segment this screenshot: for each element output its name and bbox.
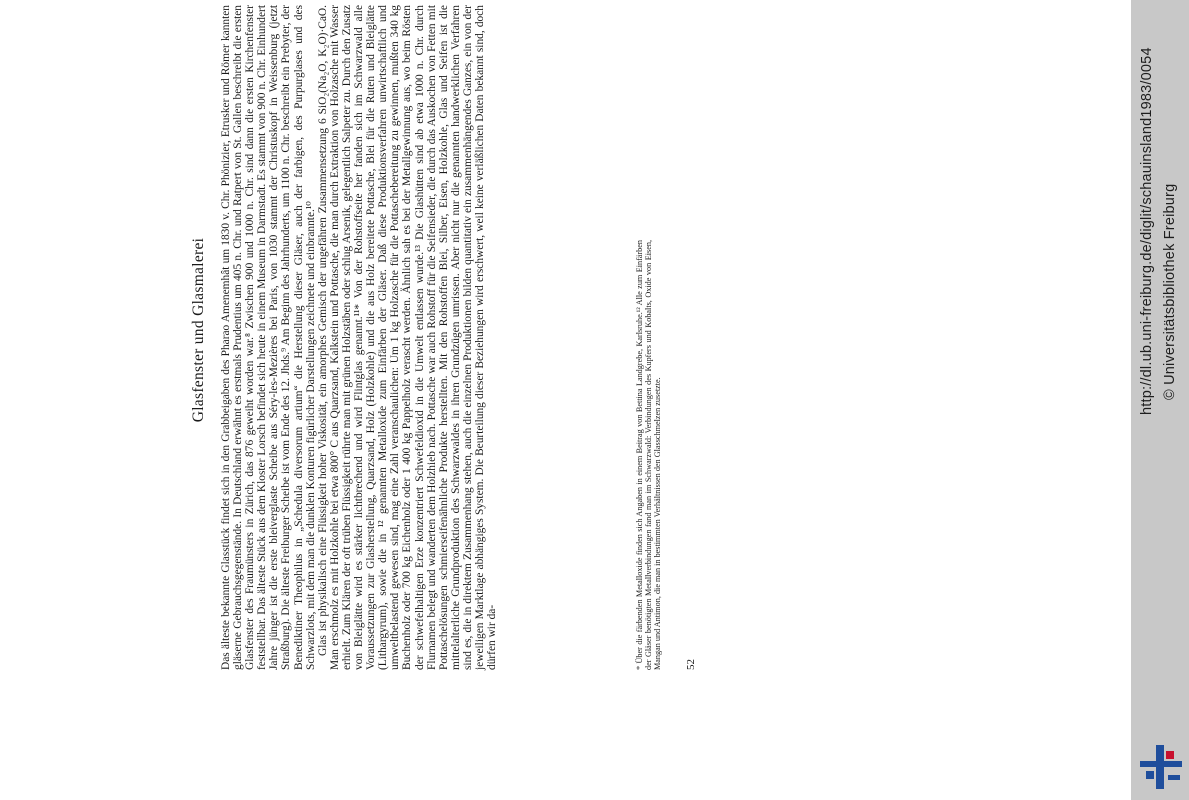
logo-bar	[1146, 771, 1154, 779]
page-title: Glasfenster und Glasmalerei	[190, 237, 207, 423]
page-content	[180, 0, 715, 670]
logo-bar	[1166, 751, 1174, 759]
source-url-link[interactable]: http://dl.ub.uni-freiburg.de/diglit/schauinsland1983/0054	[1139, 47, 1155, 415]
footnote: * Über die färbenden Metalloxide finden sich Angaben in einem Beitrag von Bettina Landgrebe, Karlsruhe.¹² Alle zum Einfärben der Gläser benötigten Metallverbindungen fand man im Schwarzwald: Verbindungen des Kupfers und Kobalts, Oxide von Eisen, Mangan und Antimon, die man in bestimmten Verhältnissen den Glasschmelzen zusetzte.	[635, 240, 663, 670]
rotated-book-page	[180, 5, 850, 670]
page-number: 52	[685, 659, 697, 670]
body-text	[220, 5, 498, 670]
sidebar-text	[1131, 0, 1189, 800]
copyright-notice: © Universitätsbibliothek Freiburg	[1162, 183, 1178, 400]
logo-bar	[1140, 761, 1182, 767]
logo-bar	[1168, 775, 1180, 780]
ub-freiburg-logo-icon	[1140, 745, 1182, 789]
source-sidebar	[1131, 0, 1189, 800]
paragraph: Das älteste bekannte Glasstück findet sich in den Grabbeigaben des Pharao Amenemhât um 1830 v. Chr. Phönizier, Etrusker und Römer kannten gläserne Gebrauchsgegenstände. In Deutschland erwähnt es erstmals Prudentius um 405 n. Chr. und Ratpert von St. Gallen beschreibt die ersten Glasfenster des Fraumünsters in Zürich, das 876 geweiht worden war.⁸ Zwischen 900 und 1000 n. Chr. sind dann die ersten Kirchenfenster feststellbar. Das älteste Stück aus dem Kloster Lorsch befindet sich heute in einem Museum in Darmstadt. Es stammt von 900 n. Chr. Einhundert Jahre jünger ist die erste bleiverglaste Scheibe aus Séry-les-Mezières bei Paris, von 1030 stammt der Christuskopf in Weissenburg (jetzt Straßburg). Die älteste Freiburger Scheibe ist vom Ende des 12. Jhds.⁹ Am Beginn des Jahrhunderts, um 1100 n. Chr. beschreibt ein Prebyter, der Benediktiner Theophilus in „Schedula diversorum artium“ die Herstellung dieser Gläser, auch der farbigen, des Purpurglases und des Schwarzlots, mit dem man die dunklen Konturen figürlicher Darstellungen zeichnete und einbrannte.¹⁰	[220, 5, 317, 670]
paragraph: Glas ist physikalisch eine Flüssigkeit hoher Viskosität, ein amorphes Gemisch der ungefähren Zusammensetzung 6 SiO₂(Na₂O, K₂O)·CaO. Man erschmolz es mit Holzkohle bei etwa 800° C aus Quarzsand, Kalkstein und Pottasche, die man durch Extraktion von Holzasche mit Wasser erhielt. Zum Klären der oft trüben Flüssigkeit rührte man mit grünen Holzstäben oder schlug Arsenik, gelegentlich Salpeter zu. Durch den Zusatz von Bleiglätte wird es stärker lichtbrechend und wird Flintglas genannt.¹¹* Von der Rohstoffseite her fanden sich im Schwarzwald alle Voraussetzungen zur Glasherstellung, Quarzsand, Holz (Holzkohle) und die aus Holz bereitete Pottasche, Blei für die Ruten und Bleiglätte (Lithargyrum), sowie die in ¹² genannten Metalloxide zum Einfärben der Gläser. Daß diese Produktionsverfahren unwirtschaftlich und umweltbelastend gewesen sind, mag eine Zahl veranschaulichen: Um 1 kg Holzasche für die Pottaschebereitung zu gewinnen, mußten 340 kg Buchenholz oder 700 kg Eichenholz oder 1 400 kg Pappelholz verascht werden. Ähnlich sah es bei der Metallgewinnung aus, wo beim Rösten der schwefelhaltigen Erze konzentriert Schwefeldioxid in die Umwelt entlassen wurde.¹³ Die Glashütten sind ab etwa 1000 n. Chr. durch Flurnamen belegt und wanderten dem Holzhieb nach. Pottasche war auch Rohstoff für die Seifensieder, die durch das Auskochen von Fetten mit Pottaschelösungen schmierseifenähnliche Produkte herstellten. Mit den Rohstoffen Blei, Silber, Eisen, Holzkohle, Glas und Seifen ist die mittelalterliche Grundproduktion des Schwarzwaldes in ihren Grundzügen umrissen. Aber nicht nur die genannten handwerklichen Verfahren sind es, die in direktem Zusammenhang stehen, auch die einzelnen Produktionen bilden quantitativ ein zusammenhängendes Ganzes, ein von der jeweiligen Marktlage abhängiges System. Die Beurteilung dieser Beziehungen wird erschwert, weil keine verläßlichen Daten bekannt sind, doch dürfen wir da-	[316, 5, 499, 670]
